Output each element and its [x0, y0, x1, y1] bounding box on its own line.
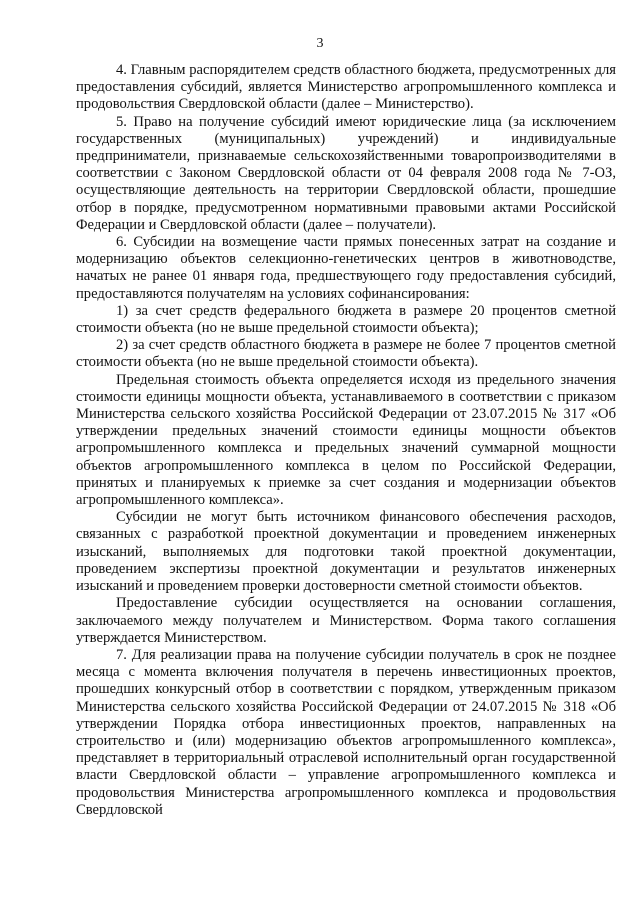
paragraph-subitem-1: 1) за счет средств федерального бюджета в размере 20 процентов сметной стоимости объекта (но не выше предельной стоимости объекта); [76, 302, 616, 337]
document-body [76, 62, 616, 819]
page-number: 3 [316, 36, 324, 51]
paragraph-max-cost: Предельная стоимость объекта определяется исходя из предельного значения стоимости единицы мощности объекта, устанавливаемого в соответствии с приказом Министерства сельского хозяйства Российской Федерации от 23.07.2015 № 317 «Об утверждении предельных значений стоимости единицы мощности объектов агропромышленного комплекса и предельных значений суммарной мощности объектов агропромышленного комплекса в целом по Российской Федерации, принятых и планируемых к приемке за счет создания и модернизации объектов агропромышленного комплекса». [76, 371, 616, 509]
paragraph-item-6: 6. Субсидии на возмещение части прямых понесенных затрат на создание и модернизацию объектов селекционно-генетических центров в животноводстве, начатых не ранее 01 января года, предшествующего году предоставления субсидий, предоставляются получателям на условиях софинансирования: [76, 234, 616, 302]
paragraph-item-5: 5. Право на получение субсидий имеют юридические лица (за исключением государственных (муниципальных) учреждений) и индивидуальные предприниматели, признаваемые сельскохозяйственными товаропроизводителями в соответствии с Законом Свердловской области от 04 февраля 2008 года № 7-ОЗ, осуществляющие деятельность на территории Свердловской области, прошедшие отбор в порядке, предусмотренном нормативными правовыми актами Российской Федерации и Свердловской области (далее – получатели). [76, 113, 616, 233]
paragraph-agreement: Предоставление субсидии осуществляется на основании соглашения, заключаемого между получателем и Министерством. Форма такого соглашения утверждается Министерством. [76, 595, 616, 646]
paragraph-item-7: 7. Для реализации права на получение субсидии получатель в срок не позднее месяца с момента включения получателя в перечень инвестиционных проектов, прошедших конкурсный отбор в соответствии с порядком, утвержденным приказом Министерства сельского хозяйства Российской Федерации от 24.07.2015 № 318 «Об утверждении Порядка отбора инвестиционных проектов, направленных на строительство и (или) модернизацию объектов агропромышленного комплекса», представляет в территориальный отраслевой исполнительный орган государственной власти Свердловской области – управление агропромышленного комплекса и продовольствия Министерства агропромышленного комплекса и продовольствия Свердловской [76, 646, 616, 818]
paragraph-item-4: 4. Главным распорядителем средств областного бюджета, предусмотренных для предоставления субсидий, является Министерство агропромышленного комплекса и продовольствия Свердловской области (далее – Министерство). [76, 62, 616, 113]
paragraph-restrictions: Субсидии не могут быть источником финансового обеспечения расходов, связанных с разработкой проектной документации и проведением инженерных изысканий, выполняемых для подготовки такой проектной документации, проведением экспертизы проектной документации и результатов инженерных изысканий и проведением проверки достоверности сметной стоимости объектов. [76, 509, 616, 595]
paragraph-subitem-2: 2) за счет средств областного бюджета в размере не более 7 процентов сметной стоимости объекта (но не выше предельной стоимости объекта). [76, 337, 616, 371]
